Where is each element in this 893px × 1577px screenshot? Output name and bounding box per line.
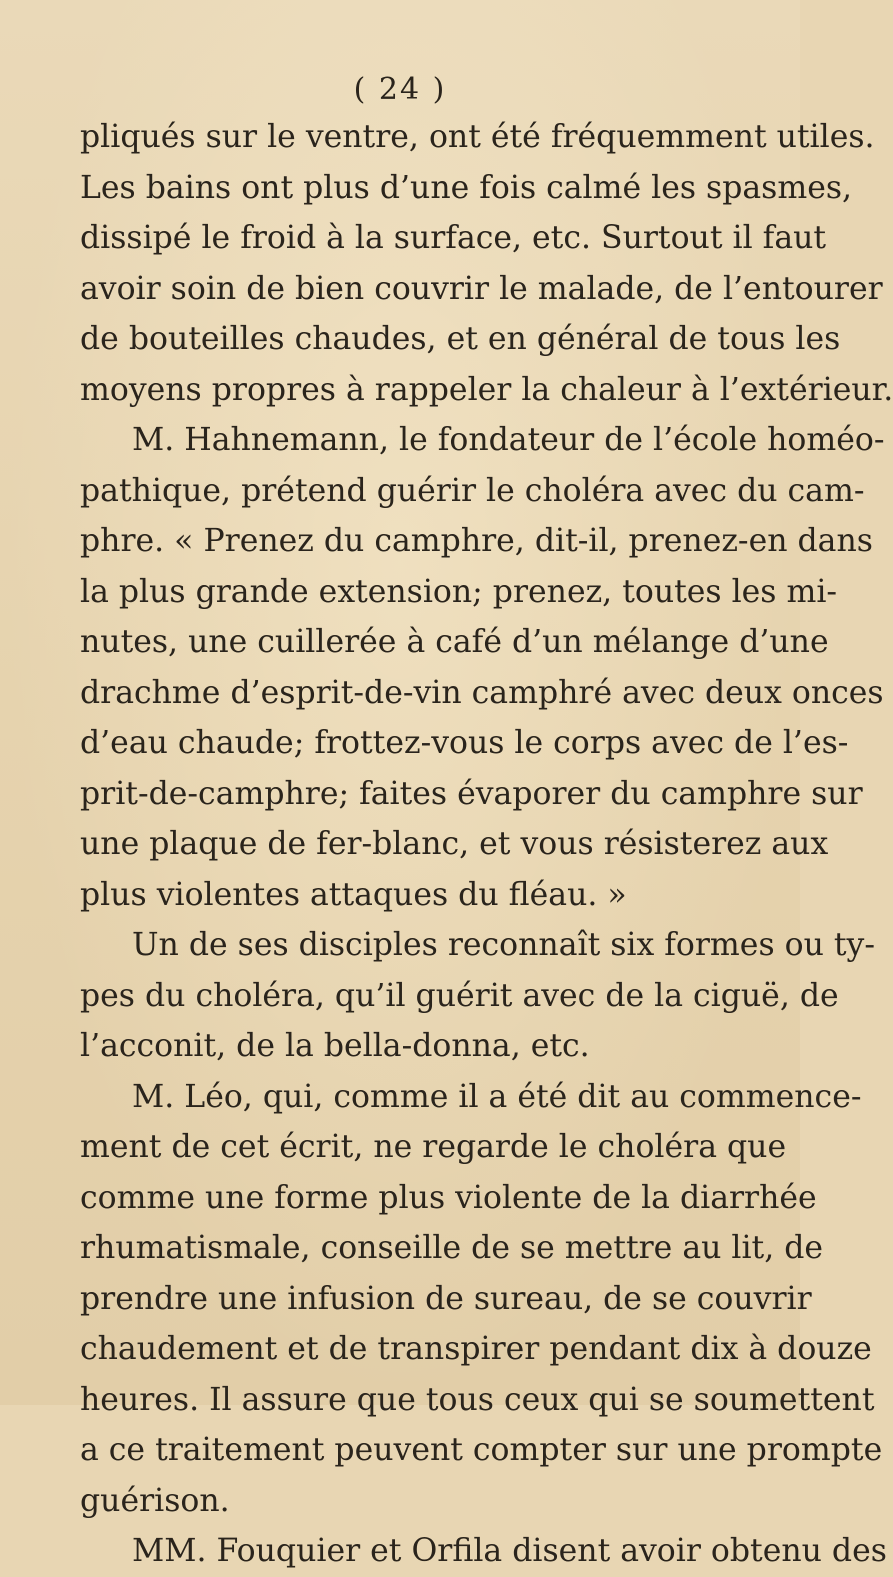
text-line: moyens propres à rappeler la chaleur à l’extérieur. [80,371,893,408]
text-line: M. Léo, qui, comme il a été dit au commence- [132,1078,862,1115]
text-line: nutes, une cuillerée à café d’un mélange d’une [80,624,829,660]
text-line: pliqués sur le ventre, ont été fréquemment utiles. [80,119,875,155]
text-line: l’acconit, de la bella-donna, etc. [80,1028,590,1064]
text-line: comme une forme plus violente de la diarrhée [80,1179,817,1216]
text-line: pes du choléra, qu’il guérit avec de la ciguë, de [80,977,839,1014]
text-line: une plaque de fer-blanc, et vous résisterez aux [80,826,829,862]
text-line: de bouteilles chaudes, et en général de tous les [80,321,841,357]
paragraph [80,415,885,920]
text-line: rhumatismale, conseille de se mettre au lit, de [80,1230,824,1266]
text-line: M. Hahnemann, le fondateur de l’école homéo- [132,422,885,458]
text-line: heures. Il assure que tous ceux qui se soumettent [80,1381,875,1418]
page-number: ( 24 ) [353,72,447,107]
text-line: drachme d’esprit-de-vin camphré avec deux onces [80,674,884,711]
text-line: phre. « Prenez du camphre, dit-il, prenez-en dans [80,523,873,559]
text-line: plus violentes attaques du fléau. » [80,876,627,913]
text-line: ment de cet écrit, ne regarde le choléra que [80,1129,787,1165]
text-line: prendre une infusion de sureau, de se couvrir [80,1280,812,1317]
paragraph [80,920,875,1072]
paragraph [80,1072,883,1527]
text-line: MM. Fouquier et Orfila disent avoir obtenu des [132,1533,887,1569]
paragraph [80,1526,887,1577]
text-line: chaudement et de transpirer pendant dix à douze [80,1331,872,1367]
text-line: a ce traitement peuvent compter sur une prompte [80,1432,883,1468]
text-line: avoir soin de bien couvrir le malade, de l’entourer [80,270,883,307]
text-line: Les bains ont plus d’une fois calmé les spasmes, [80,169,853,206]
text-line: dissipé le froid à la surface, etc. Surtout il faut [80,220,827,256]
text-line: guérison. [80,1482,230,1519]
body-text [80,112,893,1577]
text-line: Un de ses disciples reconnaît six formes ou ty- [132,927,875,963]
text-line: la plus grande extension; prenez, toutes les mi- [80,573,838,610]
paragraph [80,112,893,415]
text-line: d’eau chaude; frottez-vous le corps avec de l’es- [80,725,849,761]
text-line: pathique, prétend guérir le choléra avec du cam- [80,472,865,509]
text-line: prit-de-camphre; faites évaporer du camphre sur [80,775,863,812]
